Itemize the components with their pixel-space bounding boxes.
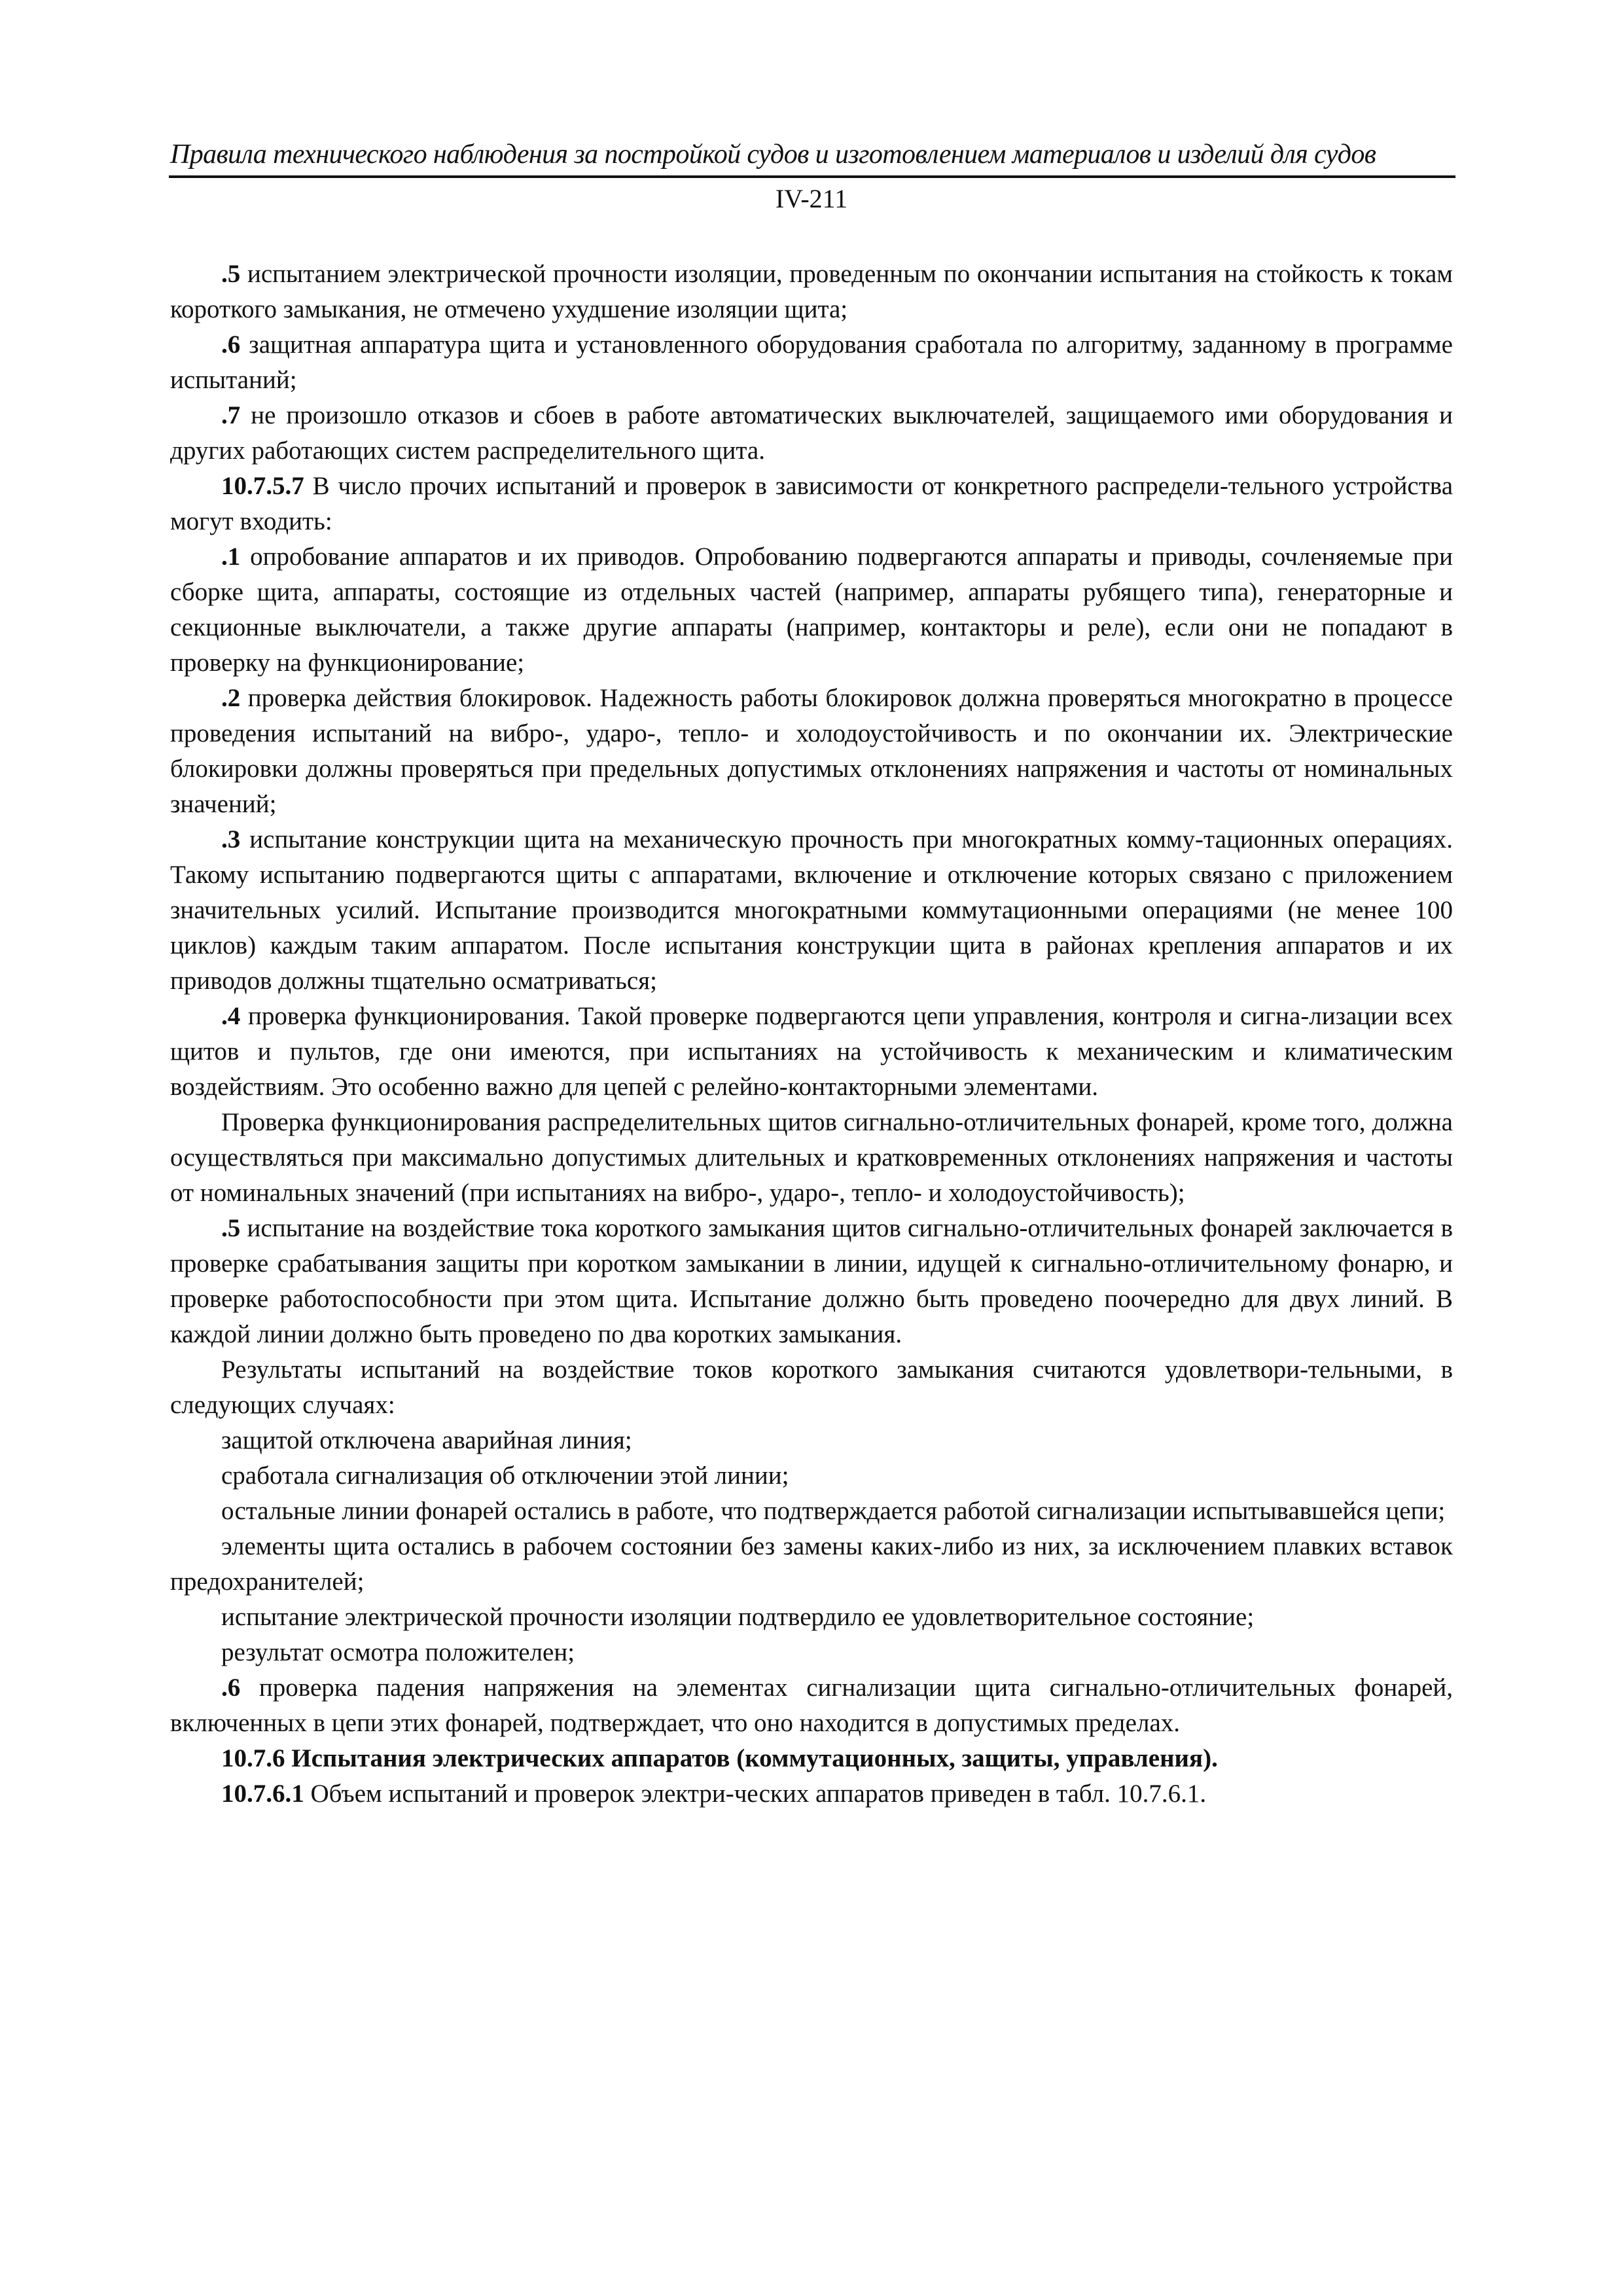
paragraph [170, 1105, 1453, 1211]
item-number: .4 [221, 1002, 241, 1030]
item-number: .5 [221, 260, 241, 288]
paragraph [170, 1600, 1453, 1635]
paragraph-text: остальные линии фонарей остались в работе, что подтверждается работой сигнализации испытывавшейся цепи; [221, 1497, 1446, 1525]
paragraph [170, 1635, 1453, 1670]
paragraph [170, 1458, 1453, 1494]
paragraph [170, 1529, 1453, 1600]
paragraph-text: защитная аппаратура щита и установленного оборудования сработала по алгоритму, заданному в программе испытаний; [170, 331, 1453, 394]
header-rule [169, 175, 1455, 178]
paragraph-text: Проверка функционирования распределительных щитов сигнально-отличительных фонарей, кроме того, должна осуществляться при максимально допустимых длительных и кратковременных отклонениях напряжения и частоты от номинальных значений (при испытаниях на вибро-, ударо-, тепло- и холодоустойчивость); [170, 1108, 1453, 1207]
paragraph [170, 257, 1453, 327]
paragraph-text: В число прочих испытаний и проверок в зависимости от конкретного распредели-тельного устройства могут входить: [170, 472, 1453, 535]
section-heading-text: Испытания электрических аппаратов (коммутационных, защиты, управления). [285, 1744, 1218, 1772]
item-number: .6 [221, 331, 241, 359]
section-number: 10.7.6 [221, 1744, 285, 1772]
item-number: .1 [221, 543, 241, 571]
paragraph-text: защитой отключена аварийная линия; [221, 1426, 632, 1454]
paragraph-text: Объем испытаний и проверок электри-ческих аппаратов приведен в табл. 10.7.6.1. [304, 1780, 1207, 1808]
page-number: IV-211 [775, 184, 848, 213]
item-number: .7 [221, 401, 241, 429]
paragraph-text: элементы щита остались в рабочем состоянии без замены каких-либо из них, за исключением плавких вставок предохранителей; [170, 1532, 1453, 1596]
section-number: 10.7.6.1 [221, 1780, 304, 1808]
section-number: 10.7.5.7 [221, 472, 304, 500]
running-header: Правила технического наблюдения за постройкой судов и изготовлением материалов и изделий для судов [170, 139, 1376, 170]
paragraph [170, 1670, 1453, 1741]
paragraph-text: Результаты испытаний на воздействие токов короткого замыкания считаются удовлетвори-тельными, в следующих случаях: [170, 1355, 1453, 1419]
section-heading [170, 1741, 1453, 1776]
paragraph-text: проверка действия блокировок. Надежность работы блокировок должна проверяться многократно в процессе проведения испытаний на вибро-, ударо-, тепло- и холодоустойчивость и по окончании их. Электрические блокировки должны проверяться при предельных допустимых отклонениях напряжения и частоты от номинальных значений; [170, 684, 1453, 818]
body-text [170, 257, 1453, 1812]
paragraph-text: испытание электрической прочности изоляции подтвердило ее удовлетворительное состояние; [221, 1603, 1255, 1631]
paragraph [170, 1494, 1453, 1529]
paragraph [170, 1211, 1453, 1352]
paragraph-text: не произошло отказов и сбоев в работе автоматических выключателей, защищаемого ими оборудования и других работающих систем распределительного щита. [170, 401, 1453, 465]
paragraph-text: испытание конструкции щита на механическую прочность при многократных комму-тационных операциях. Такому испытанию подвергаются щиты с аппаратами, включение и отключение которых связано с приложением значительных усилий. Испытание производится многократными коммутационными операциями (не менее 100 циклов) каждым таким аппаратом. После испытания конструкции щита в районах крепления аппаратов и их приводов должны тщательно осматриваться; [170, 825, 1453, 995]
paragraph [170, 1423, 1453, 1458]
paragraph [170, 469, 1453, 539]
item-number: .2 [221, 684, 241, 712]
paragraph [170, 398, 1453, 469]
paragraph [170, 1352, 1453, 1423]
paragraph [170, 327, 1453, 398]
paragraph-text: опробование аппаратов и их приводов. Опробованию подвергаются аппараты и приводы, сочленяемые при сборке щита, аппараты, состоящие из отдельных частей (например, аппараты рубящего типа), генераторные и секционные выключатели, а также другие аппараты (например, контакторы и реле), если они не попадают в проверку на функционирование; [170, 543, 1453, 677]
paragraph [170, 822, 1453, 999]
item-number: .5 [221, 1214, 241, 1242]
paragraph-text: проверка падения напряжения на элементах сигнализации щита сигнально-отличительных фонарей, включенных в цепи этих фонарей, подтверждает, что оно находится в допустимых пределах. [170, 1674, 1453, 1737]
paragraph-text: сработала сигнализация об отключении этой линии; [221, 1462, 789, 1490]
paragraph [170, 681, 1453, 822]
item-number: .3 [221, 825, 241, 853]
paragraph-text: проверка функционирования. Такой проверке подвергаются цепи управления, контроля и сигна-лизации всех щитов и пультов, где они имеются, при испытаниях на устойчивость к механическим и климатическим воздействиям. Это особенно важно для цепей с релейно-контакторными элементами. [170, 1002, 1453, 1101]
paragraph-text: испытание на воздействие тока короткого замыкания щитов сигнально-отличительных фонарей заключается в проверке срабатывания защиты при коротком замыкании в линии, идущей к сигнально-отличительному фонарю, и проверке работоспособности при этом щита. Испытание должно быть проведено поочередно для двух линий. В каждой линии должно быть проведено по два коротких замыкания. [170, 1214, 1453, 1348]
paragraph [170, 539, 1453, 681]
paragraph [170, 1776, 1453, 1812]
item-number: .6 [221, 1674, 241, 1702]
paragraph [170, 999, 1453, 1105]
paragraph-text: результат осмотра положителен; [221, 1638, 575, 1666]
paragraph-text: испытанием электрической прочности изоляции, проведенным по окончании испытания на стойкость к токам короткого замыкания, не отмечено ухудшение изоляции щита; [170, 260, 1453, 323]
